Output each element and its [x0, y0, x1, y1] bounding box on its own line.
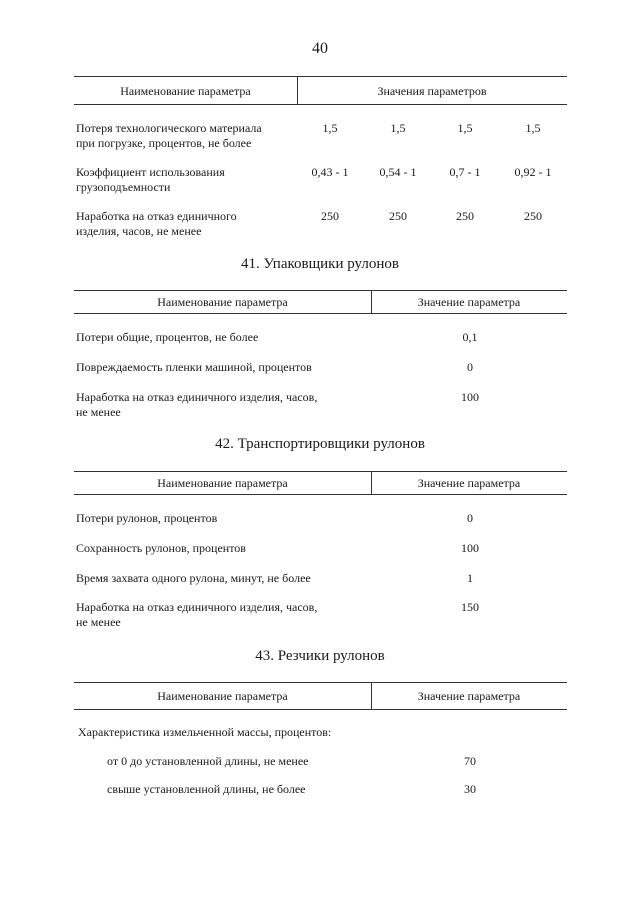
table-row-label: изделия, часов, не менее	[76, 224, 202, 238]
table-row-label: не менее	[76, 405, 121, 419]
table-row-label: Время захвата одного рулона, минут, не более	[76, 571, 311, 585]
table-cell: 0	[467, 360, 473, 374]
table-cell: 250	[456, 209, 474, 223]
table-cell: 0,54 - 1	[379, 165, 417, 179]
section-title: 41. Упаковщики рулонов	[241, 256, 399, 272]
table-header-values: Значения параметров	[377, 84, 487, 98]
table-row-label: свыше установленной длины, не более	[107, 782, 306, 796]
table-header-bottom-border	[74, 313, 567, 314]
table-cell: 100	[461, 390, 479, 404]
table-header-bottom-border	[74, 494, 567, 495]
table-row-label: Коэффициент использования	[76, 165, 225, 179]
table-top-border	[74, 76, 567, 77]
table-row-label: Наработка на отказ единичного	[76, 209, 237, 223]
table-cell: 30	[464, 782, 476, 796]
page-number: 40	[312, 40, 328, 57]
table-header-value: Значение параметра	[417, 476, 521, 490]
table-header-param: Наименование параметра	[157, 295, 288, 309]
section-title: 43. Резчики рулонов	[255, 648, 385, 664]
table-cell: 0,43 - 1	[311, 165, 349, 179]
table-top-border	[74, 471, 567, 472]
table-row-label: Наработка на отказ единичного изделия, часов,	[76, 390, 318, 404]
table-row-label: Наработка на отказ единичного изделия, часов,	[76, 600, 318, 614]
table-row-label: Потери общие, процентов, не более	[76, 330, 259, 344]
table-header-param: Наименование параметра	[157, 476, 288, 490]
table-row-label: Потеря технологического материала	[76, 121, 262, 135]
table-cell: 250	[389, 209, 407, 223]
table-cell: 0,7 - 1	[449, 165, 481, 179]
table-cell: 250	[524, 209, 542, 223]
table-row-label: Потери рулонов, процентов	[76, 511, 218, 525]
table-row-label: Сохранность рулонов, процентов	[76, 541, 246, 555]
table-cell: 1,5	[322, 121, 338, 135]
section-title: 42. Транспортировщики рулонов	[215, 436, 425, 452]
table-row-label: от 0 до установленной длины, не менее	[107, 754, 309, 768]
table-cell: 1	[467, 571, 473, 585]
table-cell: 1,5	[390, 121, 406, 135]
table-cell: 250	[321, 209, 339, 223]
table-top-border	[74, 682, 567, 683]
table-cell: 100	[461, 541, 479, 555]
table-cell: 70	[464, 754, 476, 768]
table-cell: 1,5	[457, 121, 473, 135]
table-top-border	[74, 290, 567, 291]
table-row-label: не менее	[76, 615, 121, 629]
table-header-value: Значение параметра	[417, 689, 521, 703]
table-cell: 1,5	[525, 121, 541, 135]
table-header-param: Наименование параметра	[120, 84, 251, 98]
table-cell: 0,92 - 1	[514, 165, 552, 179]
table-group-label: Характеристика измельченной массы, процентов:	[78, 725, 332, 739]
table-row-label: грузоподъемности	[76, 180, 171, 194]
table-header-value: Значение параметра	[417, 295, 521, 309]
table-header-param: Наименование параметра	[157, 689, 288, 703]
table-header-bottom-border	[74, 104, 567, 105]
table-header-bottom-border	[74, 709, 567, 710]
table-cell: 0,1	[462, 330, 478, 344]
table-cell: 0	[467, 511, 473, 525]
table-cell: 150	[461, 600, 479, 614]
table-row-label: при погрузке, процентов, не более	[76, 136, 252, 150]
table-row-label: Повреждаемость пленки машиной, процентов	[76, 360, 312, 374]
